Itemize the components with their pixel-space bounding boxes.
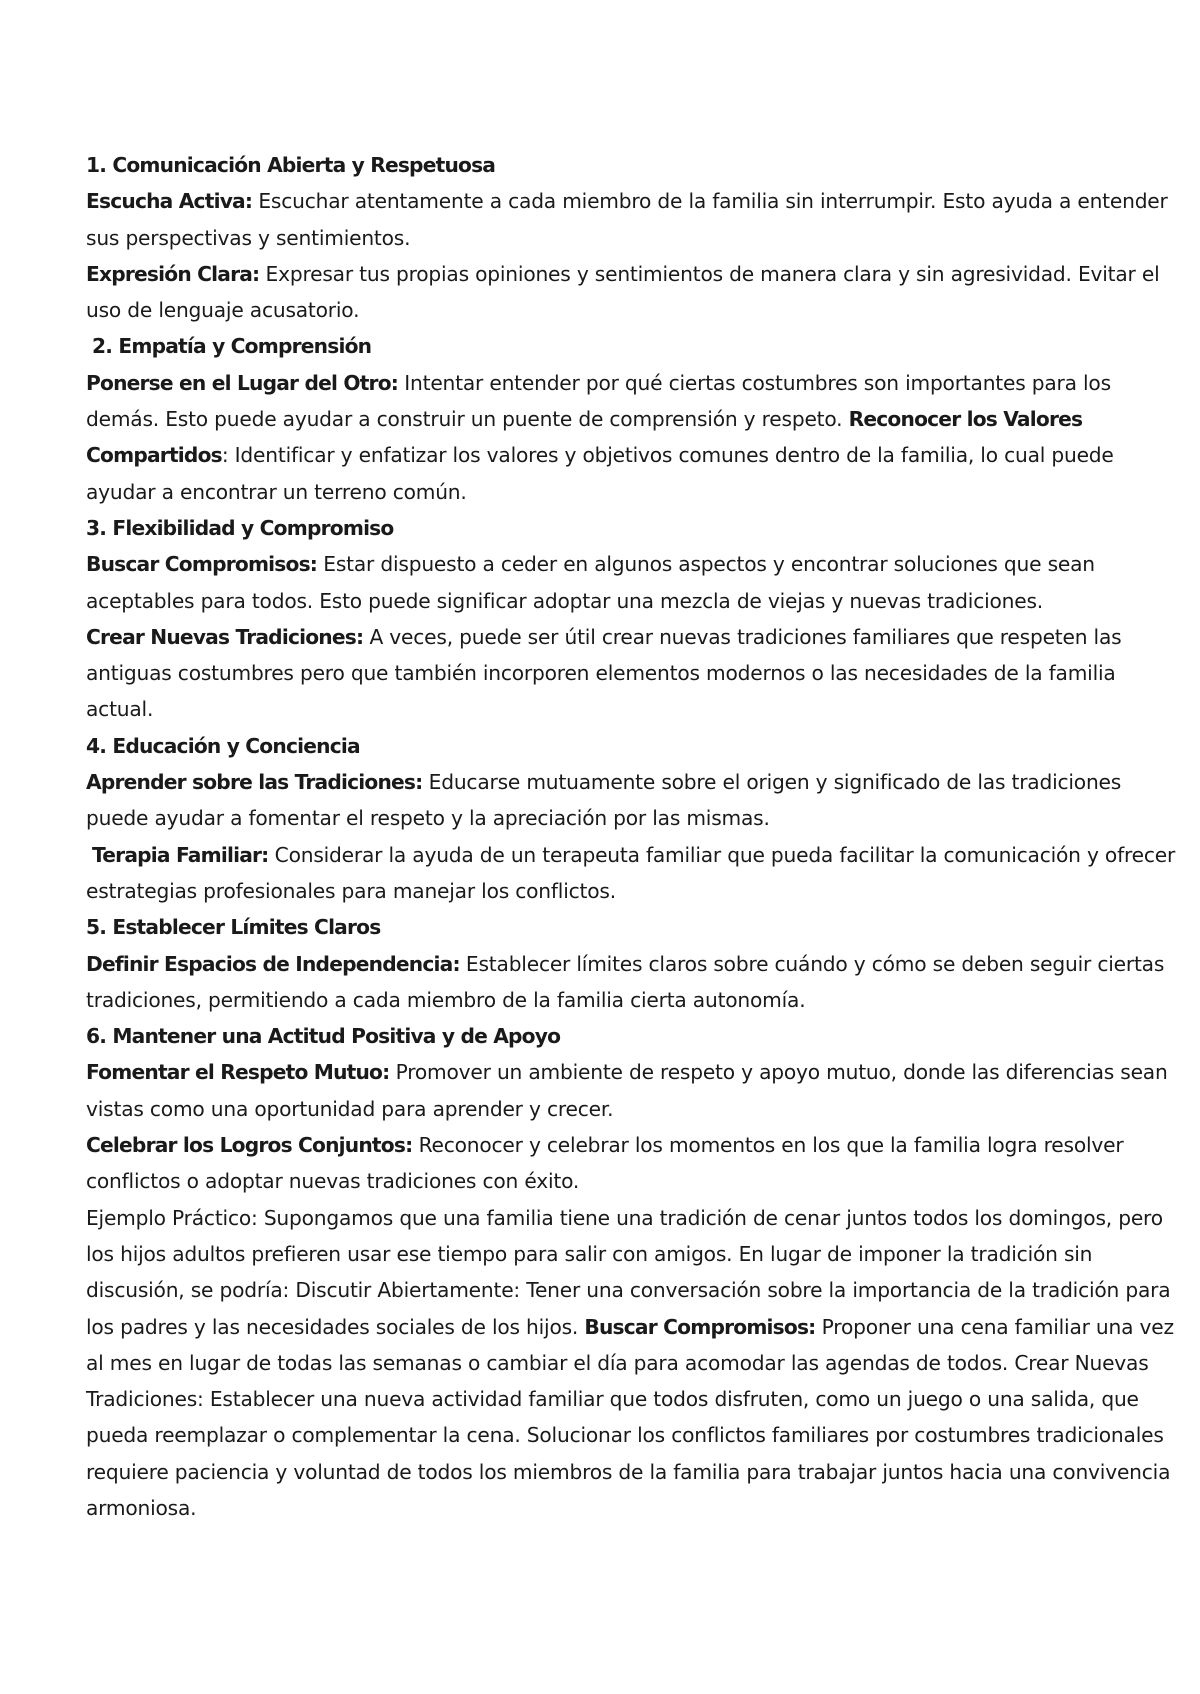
term-aprender-tradiciones: Aprender sobre las Tradiciones: [86, 770, 423, 795]
paragraph-ejemplo-practico [86, 1200, 1176, 1527]
paragraph-ponerse-en-el-lugar [86, 365, 1176, 510]
paragraph-text: Establecer límites claros sobre cuándo y cómo se deben seguir ciertas tradiciones, permitiendo a cada miembro de la familia cierta autonomía. [86, 951, 1165, 1012]
paragraph-text: Ejemplo Práctico: Supongamos que una familia tiene una tradición de cenar juntos todos los domingos, pero los hijos adultos prefieren usar ese tiempo para salir con amigos. En lugar de imponer la tradición sin discusión, se podría: Discutir Abiertamente: Tener una conversación sobre la importancia de la tradición para los padres y las necesidades sociales de los hijos. [86, 1205, 1171, 1339]
section-heading-2: 2. Empatía y Comprensión [92, 334, 372, 359]
term-definir-espacios: Definir Espacios de Independencia: [86, 951, 460, 976]
paragraph-text: Educarse mutuamente sobre el origen y significado de las tradiciones puede ayudar a fomentar el respeto y la apreciación por las mismas. [86, 770, 1122, 831]
section-heading-5: 5. Establecer Límites Claros [86, 915, 381, 940]
paragraph-text: A veces, puede ser útil crear nuevas tradiciones familiares que respeten las antiguas costumbres pero que también incorporen elementos modernos o las necesidades de la familia actual. [86, 624, 1122, 722]
paragraph-text: Intentar entender por qué ciertas costumbres son importantes para los demás. Esto puede ayudar a construir un puente de comprensión y respeto. [86, 370, 1111, 432]
paragraph-text: Considerar la ayuda de un terapeuta familiar que pueda facilitar la comunicación y ofrecer estrategias profesionales para manejar los conflictos. [86, 842, 1176, 903]
section-heading-1: 1. Comunicación Abierta y Respetuosa [86, 153, 496, 177]
term-buscar-compromisos-ejemplo: Buscar Compromisos: [584, 1314, 816, 1339]
paragraph-expresion-clara [86, 256, 1176, 329]
paragraph-escucha-activa [86, 183, 1176, 256]
term-reconocer-valores: Reconocer los Valores Compartidos [86, 407, 1083, 468]
paragraph-text: Promover un ambiente de respeto y apoyo mutuo, donde las diferencias sean vistas como una oportunidad para aprender y crecer. [86, 1060, 1168, 1121]
paragraph-text: : Identificar y enfatizar los valores y objetivos comunes dentro de la familia, lo cual puede ayudar a encontrar un terreno común. [86, 443, 1114, 504]
paragraph-text: Reconocer y celebrar los momentos en los que la familia logra resolver conflictos o adoptar nuevas tradiciones con éxito. [86, 1133, 1124, 1194]
term-escucha-activa: Escucha Activa: [86, 189, 253, 214]
section-heading-6: 6. Mantener una Actitud Positiva y de Apoyo [86, 1024, 561, 1049]
paragraph-buscar-compromisos [86, 546, 1176, 619]
paragraph-crear-nuevas-tradiciones [86, 619, 1176, 728]
paragraph-fomentar-respeto [86, 1054, 1176, 1127]
paragraph-terapia-familiar [86, 837, 1176, 910]
term-ponerse-en-el-lugar: Ponerse en el Lugar del Otro: [86, 370, 399, 395]
paragraph-celebrar-logros [86, 1127, 1176, 1200]
section-heading-3: 3. Flexibilidad y Compromiso [86, 515, 394, 540]
term-celebrar-logros: Celebrar los Logros Conjuntos: [86, 1133, 413, 1158]
paragraph-aprender-tradiciones [86, 764, 1176, 837]
term-buscar-compromisos: Buscar Compromisos: [86, 552, 318, 577]
term-terapia-familiar: Terapia Familiar: [92, 842, 269, 867]
paragraph-definir-espacios [86, 946, 1176, 1019]
paragraph-text: Proponer una cena familiar una vez al mes en lugar de todas las semanas o cambiar el día para acomodar las agendas de todos. Crear Nuevas Tradiciones: Establecer una nueva actividad familiar que todos disfruten, como un juego o una salida, que pueda reemplazar o complementar la cena. Solucionar los conflictos familiares por costumbres tradicionales requiere paciencia y voluntad de todos los miembros de la familia para trabajar juntos hacia una convivencia armoniosa. [86, 1314, 1174, 1520]
paragraph-text: Escuchar atentamente a cada miembro de la familia sin interrumpir. Esto ayuda a entender sus perspectivas y sentimientos. [86, 189, 1168, 250]
document-page [86, 147, 1176, 1526]
term-expresion-clara: Expresión Clara: [86, 261, 260, 286]
paragraph-text: Estar dispuesto a ceder en algunos aspectos y encontrar soluciones que sean aceptables para todos. Esto puede significar adoptar una mezcla de viejas y nuevas tradiciones. [86, 552, 1095, 613]
section-heading-4: 4. Educación y Conciencia [86, 733, 360, 758]
paragraph-text: Expresar tus propias opiniones y sentimientos de manera clara y sin agresividad. Evitar el uso de lenguaje acusatorio. [86, 261, 1160, 323]
term-crear-nuevas-tradiciones: Crear Nuevas Tradiciones: [86, 624, 364, 649]
term-fomentar-respeto: Fomentar el Respeto Mutuo: [86, 1060, 390, 1085]
